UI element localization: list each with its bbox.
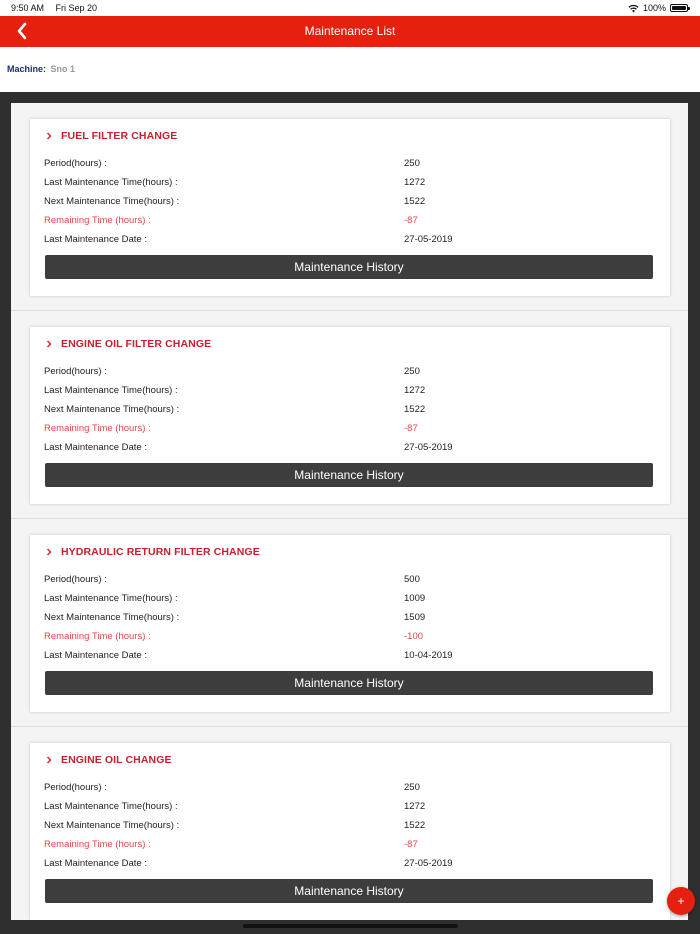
status-bar <box>0 0 700 16</box>
wifi-icon <box>628 4 639 13</box>
card-header[interactable] <box>44 754 172 766</box>
row-label: Last Maintenance Date : <box>44 234 147 245</box>
nav-bar <box>0 16 700 47</box>
row-value: -87 <box>404 423 418 434</box>
card-title: ENGINE OIL CHANGE <box>61 754 172 766</box>
row-label: Next Maintenance Time(hours) : <box>44 820 180 831</box>
remaining-row <box>44 839 670 853</box>
row-value: 1522 <box>404 196 426 207</box>
row-label: Period(hours) : <box>44 782 107 793</box>
row-value: -87 <box>404 839 418 850</box>
machine-info <box>7 64 75 74</box>
row-value: -87 <box>404 215 418 226</box>
row-label: Remaining Time (hours) : <box>44 839 151 850</box>
last-date-row <box>44 650 670 664</box>
row-label: Last Maintenance Date : <box>44 650 147 661</box>
chevron-right-icon <box>44 339 54 349</box>
chevron-right-icon <box>44 755 54 765</box>
next-time-row <box>44 612 670 626</box>
row-value: 27-05-2019 <box>404 234 453 245</box>
row-label: Last Maintenance Date : <box>44 858 147 869</box>
maintenance-history-button[interactable]: Maintenance History <box>45 463 653 487</box>
row-label: Last Maintenance Time(hours) : <box>44 385 178 396</box>
row-value: 27-05-2019 <box>404 858 453 869</box>
row-value: 1009 <box>404 593 426 604</box>
row-value: 250 <box>404 158 420 169</box>
row-label: Period(hours) : <box>44 366 107 377</box>
last-time-row <box>44 801 670 815</box>
row-value: 250 <box>404 782 420 793</box>
remaining-row <box>44 423 670 437</box>
row-value: 250 <box>404 366 420 377</box>
period-row <box>44 782 670 796</box>
battery-percent: 100% <box>642 3 666 13</box>
maintenance-card <box>30 535 670 712</box>
card-header[interactable] <box>44 546 260 558</box>
row-label: Last Maintenance Time(hours) : <box>44 801 178 812</box>
add-button[interactable]: + <box>667 887 695 915</box>
remaining-row <box>44 631 670 645</box>
next-time-row <box>44 820 670 834</box>
card-header[interactable] <box>44 338 211 350</box>
row-label: Last Maintenance Date : <box>44 442 147 453</box>
row-value: 1522 <box>404 820 426 831</box>
status-right <box>628 3 688 13</box>
divider <box>11 726 688 727</box>
row-value: 1272 <box>404 177 426 188</box>
row-label: Next Maintenance Time(hours) : <box>44 612 180 623</box>
row-label: Last Maintenance Time(hours) : <box>44 177 178 188</box>
maintenance-card <box>30 327 670 504</box>
last-date-row <box>44 234 670 248</box>
row-value: 1509 <box>404 612 426 623</box>
machine-label: Machine: <box>7 64 47 74</box>
maintenance-history-button[interactable]: Maintenance History <box>45 671 653 695</box>
period-row <box>44 574 670 588</box>
row-value: 10-04-2019 <box>404 650 453 661</box>
remaining-row <box>44 215 670 229</box>
last-time-row <box>44 177 670 191</box>
chevron-right-icon <box>44 131 54 141</box>
home-indicator[interactable] <box>243 924 458 928</box>
row-value: 1272 <box>404 385 426 396</box>
last-date-row <box>44 442 670 456</box>
row-label: Next Maintenance Time(hours) : <box>44 404 180 415</box>
maintenance-card <box>30 743 670 920</box>
divider <box>11 310 688 311</box>
page-title: Maintenance List <box>304 24 396 38</box>
row-label: Period(hours) : <box>44 158 107 169</box>
maintenance-card <box>30 119 670 296</box>
row-label: Last Maintenance Time(hours) : <box>44 593 178 604</box>
row-label: Period(hours) : <box>44 574 107 585</box>
row-value: 1272 <box>404 801 426 812</box>
status-date: Fri Sep 20 <box>55 3 98 13</box>
divider <box>11 518 688 519</box>
row-label: Remaining Time (hours) : <box>44 423 151 434</box>
period-row <box>44 158 670 172</box>
row-value: 500 <box>404 574 420 585</box>
next-time-row <box>44 196 670 210</box>
card-title: FUEL FILTER CHANGE <box>61 130 178 142</box>
last-time-row <box>44 593 670 607</box>
card-title: ENGINE OIL FILTER CHANGE <box>61 338 212 350</box>
status-left <box>11 3 106 13</box>
card-header[interactable] <box>44 130 177 142</box>
row-label: Remaining Time (hours) : <box>44 631 151 642</box>
maintenance-list[interactable] <box>11 103 688 920</box>
row-value: 1522 <box>404 404 426 415</box>
maintenance-history-button[interactable]: Maintenance History <box>45 255 653 279</box>
last-time-row <box>44 385 670 399</box>
row-value: -100 <box>404 631 424 642</box>
card-title: HYDRAULIC RETURN FILTER CHANGE <box>61 546 260 558</box>
row-label: Remaining Time (hours) : <box>44 215 151 226</box>
battery-icon <box>670 4 688 12</box>
row-value: 27-05-2019 <box>404 442 453 453</box>
next-time-row <box>44 404 670 418</box>
status-time: 9:50 AM <box>11 3 45 13</box>
period-row <box>44 366 670 380</box>
last-date-row <box>44 858 670 872</box>
machine-value: Sno 1 <box>50 64 76 74</box>
chevron-right-icon <box>44 547 54 557</box>
row-label: Next Maintenance Time(hours) : <box>44 196 180 207</box>
maintenance-history-button[interactable]: Maintenance History <box>45 879 653 903</box>
